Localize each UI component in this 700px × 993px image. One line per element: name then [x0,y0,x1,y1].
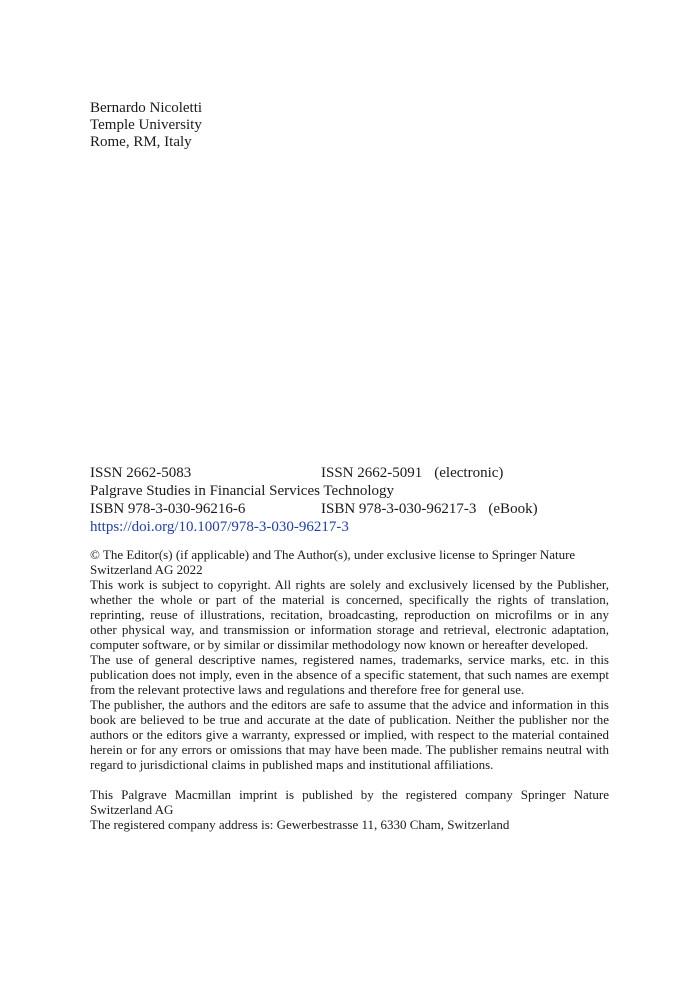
isbn-ebook-group [321,500,538,518]
imprint-paragraph: This Palgrave Macmillan imprint is published by the registered company Springer Nature Switzerland AG [90,787,609,817]
trademark-paragraph: The use of general descriptive names, registered names, trademarks, service marks, etc. in this publication does not imply, even in the absence of a specific statement, that such names are exempt from the relevant protective laws and regulations and therefore free for general use. [90,652,609,697]
bibliographic-info [90,464,610,536]
doi-link[interactable]: https://doi.org/10.1007/978-3-030-96217-3 [90,519,349,535]
issn-print: ISSN 2662-5083 [90,465,192,481]
doi-row [90,518,610,536]
issn-electronic-tag: (electronic) [434,465,504,481]
issn-electronic: ISSN 2662-5091 [321,465,423,481]
series-title: Palgrave Studies in Financial Services Technology [90,483,395,499]
author-location: Rome, RM, Italy [90,134,192,150]
series-row [90,482,610,500]
address-line: The registered company address is: Gewerbestrasse 11, 6330 Cham, Switzerland [90,817,510,832]
author-block [90,100,202,151]
legal-notice [90,547,609,832]
author-name: Bernardo Nicoletti [90,100,203,116]
spacer [90,772,609,787]
issn-row [90,464,610,482]
isbn-ebook: ISBN 978-3-030-96217-3 [321,501,477,517]
copyright-line: © The Editor(s) (if applicable) and The Author(s), under exclusive license to Springer Nature Switzerland AG 2022 [90,547,576,577]
copyright-paragraph: This work is subject to copyright. All rights are solely and exclusively licensed by the Publisher, whether the whole or part of the material is concerned, specifically the rights of translation, reprinting, reuse of illustrations, recitation, broadcasting, reproduction on microfilms or in any other physical way, and transmission or information storage and retrieval, electronic adaptation, computer software, or by similar or dissimilar methodology now known or hereafter developed. [90,577,609,652]
author-affiliation: Temple University [90,117,202,133]
isbn-row [90,500,610,518]
disclaimer-paragraph: The publisher, the authors and the editors are safe to assume that the advice and information in this book are believed to be true and accurate at the date of publication. Neither the publisher nor the authors or the editors give a warranty, expressed or implied, with respect to the material contained herein or for any errors or omissions that may have been made. The publisher remains neutral with regard to jurisdictional claims in published maps and institutional affiliations. [90,697,609,772]
isbn-ebook-tag: (eBook) [488,501,538,517]
issn-electronic-group [321,464,503,482]
isbn-print: ISBN 978-3-030-96216-6 [90,501,246,517]
